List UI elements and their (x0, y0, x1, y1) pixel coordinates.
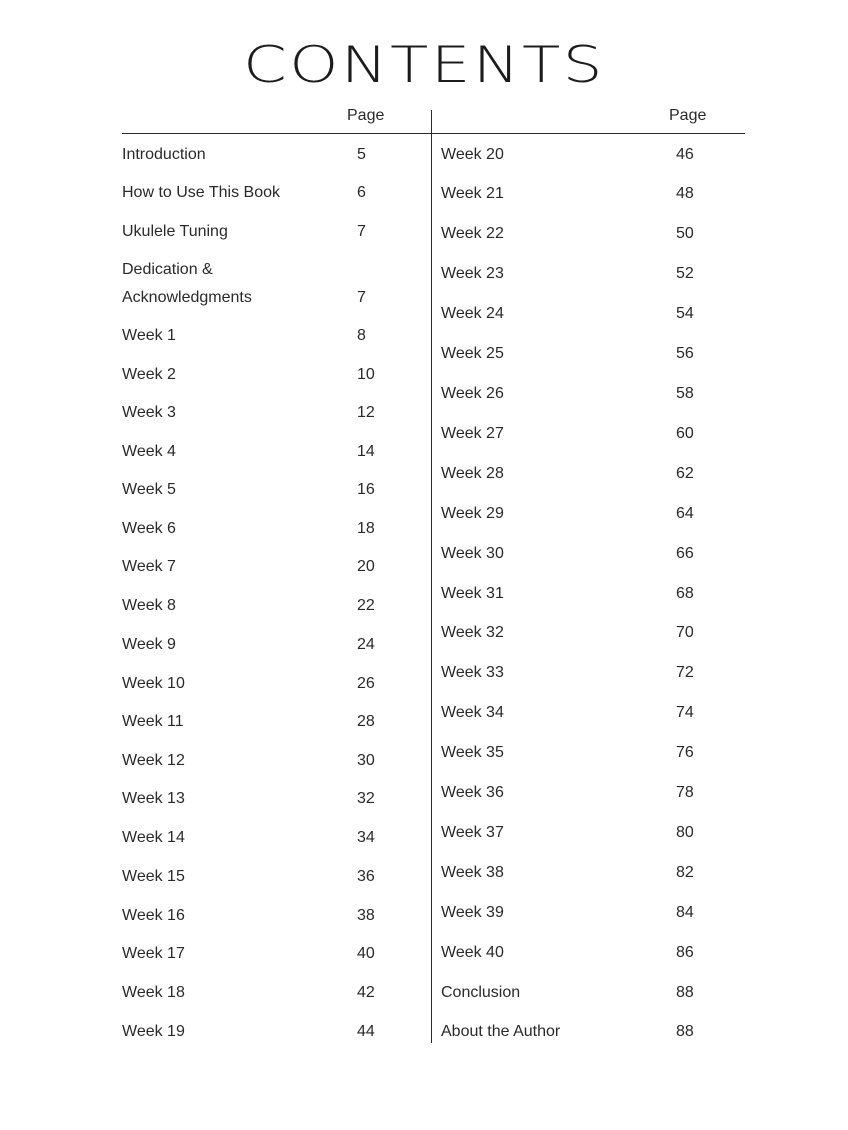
toc-entry-page: 14 (357, 443, 375, 460)
toc-entry-title[interactable]: Week 1 (122, 327, 176, 344)
left-page-column-header: Page (347, 107, 385, 124)
toc-entry-page: 70 (676, 624, 694, 641)
toc-entry-page: 60 (676, 425, 694, 442)
left-header-rule (122, 133, 431, 134)
toc-entry-title[interactable]: About the Author (441, 1023, 561, 1040)
toc-entry-title[interactable]: Week 33 (441, 664, 504, 681)
toc-entry-title[interactable]: Ukulele Tuning (122, 223, 228, 240)
page-title: CONTENTS (243, 36, 605, 94)
toc-entry-page: 54 (676, 305, 694, 322)
toc-entry-page: 86 (676, 944, 694, 961)
toc-entry-page: 18 (357, 520, 375, 537)
toc-entry-page: 30 (357, 752, 375, 769)
toc-entry-page: 88 (676, 984, 694, 1001)
toc-entry-title[interactable]: Week 30 (441, 545, 504, 562)
toc-entry-title[interactable]: How to Use This Book (122, 184, 280, 201)
toc-entry-page: 42 (357, 984, 375, 1001)
toc-entry-title[interactable]: Introduction (122, 146, 206, 163)
toc-entry-title[interactable]: Week 22 (441, 225, 504, 242)
toc-entry-page: 52 (676, 265, 694, 282)
toc-entry-title[interactable]: Week 12 (122, 752, 185, 769)
column-divider (431, 110, 432, 1043)
toc-entry-title[interactable]: Week 23 (441, 265, 504, 282)
toc-entry-title[interactable]: Week 10 (122, 675, 185, 692)
toc-entry-title[interactable]: Dedication & (122, 261, 213, 278)
toc-entry-page: 68 (676, 585, 694, 602)
toc-entry-page: 20 (357, 558, 375, 575)
toc-entry-title[interactable]: Week 16 (122, 907, 185, 924)
toc-entry-title[interactable]: Week 27 (441, 425, 504, 442)
toc-entry-title[interactable]: Week 31 (441, 585, 504, 602)
toc-entry-page: 26 (357, 675, 375, 692)
toc-entry-page: 7 (357, 289, 366, 306)
right-page-column-header: Page (669, 107, 707, 124)
toc-entry-page: 74 (676, 704, 694, 721)
toc-entry-page: 76 (676, 744, 694, 761)
toc-entry-page: 22 (357, 597, 375, 614)
toc-entry-title[interactable]: Week 35 (441, 744, 504, 761)
toc-entry-title[interactable]: Week 40 (441, 944, 504, 961)
toc-entry-title[interactable]: Week 24 (441, 305, 504, 322)
toc-entry-page: 48 (676, 185, 694, 202)
toc-entry-page: 80 (676, 824, 694, 841)
toc-entry-title[interactable]: Week 3 (122, 404, 176, 421)
toc-entry-title[interactable]: Week 15 (122, 868, 185, 885)
toc-entry-page: 64 (676, 505, 694, 522)
toc-entry-page: 56 (676, 345, 694, 362)
toc-entry-title[interactable]: Week 2 (122, 366, 176, 383)
toc-entry-page: 12 (357, 404, 375, 421)
toc-entry-title[interactable]: Week 4 (122, 443, 176, 460)
toc-entry-page: 7 (357, 223, 366, 240)
toc-entry-page: 28 (357, 713, 375, 730)
toc-entry-title[interactable]: Week 8 (122, 597, 176, 614)
right-header-rule (432, 133, 745, 134)
toc-entry-page: 78 (676, 784, 694, 801)
toc-entry-title[interactable]: Week 21 (441, 185, 504, 202)
toc-entry-title[interactable]: Week 5 (122, 481, 176, 498)
toc-entry-page: 50 (676, 225, 694, 242)
toc-entry-page: 46 (676, 146, 694, 163)
toc-entry-title[interactable]: Conclusion (441, 984, 521, 1001)
toc-entry-title[interactable]: Week 7 (122, 558, 176, 575)
toc-entry-page: 32 (357, 790, 375, 807)
toc-entry-page: 16 (357, 481, 375, 498)
toc-entry-title[interactable]: Week 20 (441, 146, 504, 163)
toc-entry-page: 88 (676, 1023, 694, 1040)
toc-entry-page: 72 (676, 664, 694, 681)
toc-entry-page: 5 (357, 146, 366, 163)
toc-entry-page: 58 (676, 385, 694, 402)
toc-entry-page: 44 (357, 1023, 375, 1040)
toc-entry-title[interactable]: Week 32 (441, 624, 504, 641)
toc-entry-page: 40 (357, 945, 375, 962)
toc-entry-page: 8 (357, 327, 366, 344)
toc-entry-title[interactable]: Acknowledgments (122, 289, 252, 306)
toc-entry-page: 84 (676, 904, 694, 921)
toc-entry-title[interactable]: Week 37 (441, 824, 504, 841)
toc-entry-title[interactable]: Week 17 (122, 945, 185, 962)
toc-entry-title[interactable]: Week 18 (122, 984, 185, 1001)
toc-entry-page: 24 (357, 636, 375, 653)
toc-entry-page: 82 (676, 864, 694, 881)
toc-entry-page: 38 (357, 907, 375, 924)
toc-entry-page: 34 (357, 829, 375, 846)
toc-entry-title[interactable]: Week 28 (441, 465, 504, 482)
toc-entry-title[interactable]: Week 11 (122, 713, 184, 730)
toc-entry-page: 36 (357, 868, 375, 885)
toc-entry-title[interactable]: Week 29 (441, 505, 504, 522)
toc-entry-title[interactable]: Week 14 (122, 829, 185, 846)
toc-entry-page: 6 (357, 184, 366, 201)
toc-entry-page: 66 (676, 545, 694, 562)
toc-entry-title[interactable]: Week 26 (441, 385, 504, 402)
toc-entry-title[interactable]: Week 6 (122, 520, 176, 537)
toc-entry-title[interactable]: Week 9 (122, 636, 176, 653)
toc-entry-page: 10 (357, 366, 375, 383)
toc-entry-title[interactable]: Week 38 (441, 864, 504, 881)
toc-entry-title[interactable]: Week 34 (441, 704, 504, 721)
toc-entry-title[interactable]: Week 19 (122, 1023, 185, 1040)
toc-entry-title[interactable]: Week 39 (441, 904, 504, 921)
toc-entry-title[interactable]: Week 25 (441, 345, 504, 362)
toc-entry-page: 62 (676, 465, 694, 482)
toc-entry-title[interactable]: Week 36 (441, 784, 504, 801)
toc-entry-title[interactable]: Week 13 (122, 790, 185, 807)
